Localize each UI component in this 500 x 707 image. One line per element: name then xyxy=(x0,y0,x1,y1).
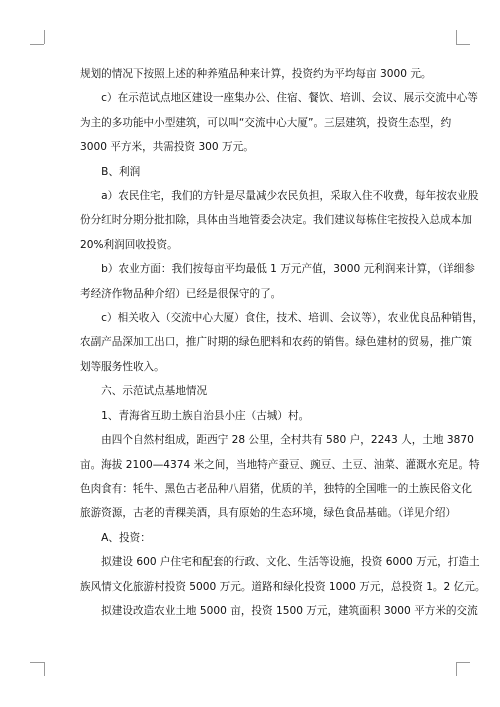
text-line: 旅游资源，古老的青稞美酒，具有原始的生态环境，绿色食品基础。（详见介绍） xyxy=(80,507,457,520)
text-line: 20%利润回收投资。 xyxy=(80,238,178,251)
text-line: 色肉食有：牦牛、黑色古老品种八眉猪，优质的羊，独特的全国唯一的土族民俗文化 xyxy=(80,482,472,495)
subsection-heading: 1、青海省互助土族自治县小庄（古城）村。 xyxy=(80,409,310,422)
text-line: 拟建设 600 户住宅和配套的行政、文化、生活等设施，投资 6000 万元，打造土 xyxy=(80,556,480,569)
text-line: 3000 平方米，共需投资 300 万元。 xyxy=(80,141,254,154)
text-line: 农副产品深加工出口，推广时期的绿色肥料和农药的销售。绿色建材的贸易，推广策 xyxy=(80,336,472,349)
text-line: 拟建设改造农业土地 5000 亩，投资 1500 万元，建筑面积 3000 平方米的交流 xyxy=(80,604,478,617)
text-line: c）相关收入（交流中心大厦）食住，技术、培训、会议等），农业优良品种销售， xyxy=(80,312,484,325)
section-heading: B、利润 xyxy=(80,165,141,178)
text-line: 考经济作物品种介绍）已经是很保守的了。 xyxy=(80,287,282,300)
section-heading: 六、示范试点基地情况 xyxy=(80,385,208,398)
text-line: 由四个自然村组成，距西宁 28 公里，全村共有 580 户，2243 人，土地 3870 xyxy=(80,434,474,447)
text-line: 为主的多功能中小型建筑，可以叫“交流中心大厦”。三层建筑，投资生态型，约 xyxy=(80,116,452,129)
text-line: c）在示范试点地区建设一座集办公、住宿、餐饮、培训、会议、展示交流中心等 xyxy=(80,92,478,105)
text-line: a）农民住宅，我们的方针是尽量减少农民负担，采取入住不收费，每年按农业股 xyxy=(80,190,479,203)
text-line: 规划的情况下按照上述的种养殖品种来计算，投资约为平均每亩 3000 元。 xyxy=(80,68,432,80)
text-line: 份分红时分期分批扣除，具体由当地管委会决定。我们建议每栋住宅按投入总成本加 xyxy=(80,214,472,227)
text-line: 亩。海拔 2100—4374 米之间，当地特产蚕豆、豌豆、土豆、油菜、灌溉水充足。特 xyxy=(80,458,480,471)
section-heading: A、投资： xyxy=(80,531,151,544)
text-line: 划等服务性收入。 xyxy=(80,360,165,373)
text-line: b）农业方面：我们按每亩平均最低 1 万元产值，3000 元利润来计算，（详细参 xyxy=(80,263,475,276)
document-body xyxy=(80,62,486,623)
text-line: 族风情文化旅游村投资 5000 万元。道路和绿化投资 1000 万元，总投资 1。2 亿元。 xyxy=(80,580,486,593)
